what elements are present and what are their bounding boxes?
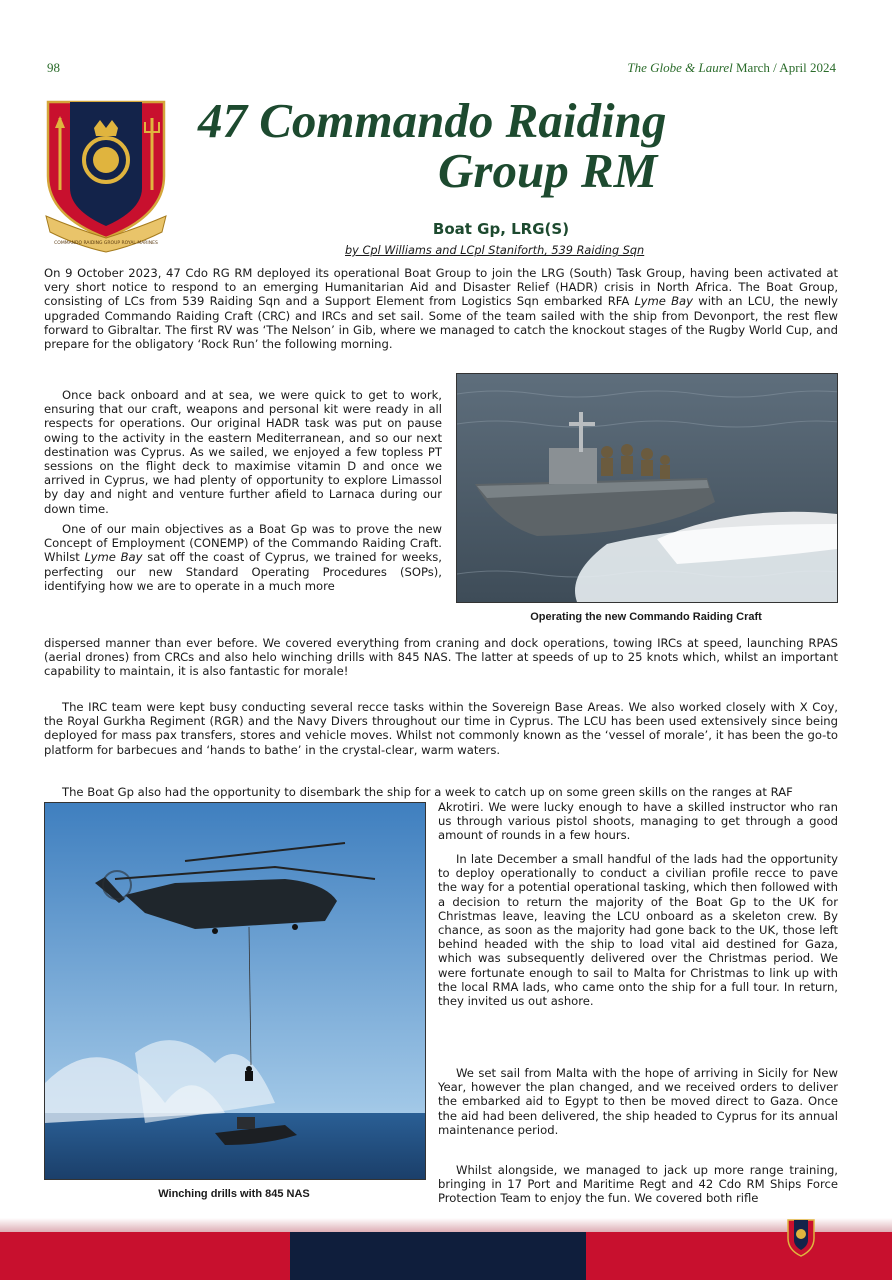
ship-name: Lyme Bay xyxy=(84,550,143,565)
text-span: with an LCU, the newly upgraded Commando Raiding Craft (CRC) and IRCs and set sail. Some of the team sailed with the ship from Devonport, the rest flew forward to Gibraltar. The first RV was ‘The Nelson’ in Gib, where we managed to catch the knockout stages of the Rugby World Cup, and prepare for the obligatory ‘Rock Run’ the following morning. xyxy=(44,294,838,352)
paragraph-intro xyxy=(44,266,838,351)
paragraph-2: Once back onboard and at sea, we were quick to get to work, ensuring that our craft, weapons and personal kit were ready in all respects for operations. Our original HADR task was put on pause owing to the activity in the eastern Mediterranean, and so our next destination was Cyprus. As we sailed, we enjoyed a few topless PT sessions on the flight deck to maximise vitamin D and once we arrived in Cyprus, we had plenty of opportunity to explore Limassol by day and night and venture further afield to Larnaca during our down time. xyxy=(44,388,442,516)
title-line-1: 47 Commando Raiding xyxy=(198,93,667,148)
article-subtitle: Boat Gp, LRG(S) xyxy=(432,220,570,238)
text-span: On 9 October 2023, 47 Cdo RG RM deployed its operational Boat Group to join the LRG (South) Task Group, having been activated at very short notice to respond to an emerging Humanitarian Aid and Disaster Relief (HADR) crisis in North Africa. The Boat Group, consisting of LCs from 539 Raiding Sqn and a Support Element from Logistics Sqn embarked RFA xyxy=(44,266,838,309)
paragraph-6: In late December a small handful of the lads had the opportunity to deploy operationally to conduct a civilian profile recce to pave the way for a potential operational tasking, which then followed with a decision to return the majority of the Boat Gp to the UK for Christmas leave, leaving the LCU onboard as a skeleton crew. By chance, as soon as the majority had gone back to the UK, those left behind headed with the ship to load vital aid destined for Gaza, which was subsequently delivered over the Christmas period. We were fortunate enough to sail to Malta for Christmas to link up with the local RMA lads, who came onto the ship for a full tour. In return, they invited us out ashore. xyxy=(438,852,838,1009)
page-number: 98 xyxy=(47,60,60,75)
paragraph-5: The Boat Gp also had the opportunity to disembark the ship for a week to catch up on some green skills on the ranges at RAF xyxy=(62,785,793,799)
winching-image xyxy=(45,803,425,1179)
raiding-craft-image xyxy=(457,374,837,602)
issue-header xyxy=(627,60,836,76)
paragraph-3-continued: dispersed manner than ever before. We covered everything from craning and dock operations, towing IRCs at speed, launching RPAS (aerial drones) from CRCs and also helo winching drills with 845 NAS. The latter at speeds of up to 25 knots which, whilst an important capability to maintain, it is also fantastic for morale! xyxy=(44,636,838,679)
boat-photo-caption: Operating the new Commando Raiding Craft xyxy=(530,611,762,623)
paragraph-3 xyxy=(44,522,442,593)
issue-date: March / April 2024 xyxy=(735,60,836,75)
helo-photo-caption: Winching drills with 845 NAS xyxy=(158,1188,310,1200)
ship-name: Lyme Bay xyxy=(634,294,694,309)
title-line-2: Group RM xyxy=(438,143,658,198)
paragraph-7: We set sail from Malta with the hope of arriving in Sicily for New Year, however the plan changed, and we received orders to deliver the embarked aid to Egypt to then be moved direct to Gaza. Once the aid had been delivered, the ship headed to Cyprus for its annual maintenance period. xyxy=(438,1066,838,1137)
winching-photo xyxy=(44,802,426,1180)
footer-crest-icon xyxy=(786,1218,816,1258)
raiding-craft-photo xyxy=(456,373,838,603)
footer-band-red-left xyxy=(0,1232,290,1280)
text-span: sat off the coast of Cyprus, we trained for weeks, perfecting our new Standard Operating Procedures (SOPs), identifying how we are to operate in a much more xyxy=(44,550,442,593)
paragraph-8: Whilst alongside, we managed to jack up more range training, bringing in 17 Port and Maritime Regt and 42 Cdo RM Ships Force Protection Team to enjoy the fun. We covered both rifle xyxy=(438,1163,838,1206)
paragraph-4: The IRC team were kept busy conducting several recce tasks within the Sovereign Base Areas. We also worked closely with X Coy, the Royal Gurkha Regiment (RGR) and the Navy Divers throughout our time in Cyprus. The LCU has been used extensively since being deployed for mass pax transfers, stores and vehicle moves. Whilst not commonly known as the ‘vessel of morale’, it has been the go-to platform for barbecues and ‘hands to bathe’ in the crystal-clear, warm waters. xyxy=(44,700,838,757)
magazine-name: The Globe & Laurel xyxy=(627,60,733,75)
crest-motto: COMMANDO RAIDING GROUP ROYAL MARINES xyxy=(54,241,158,246)
paragraph-5-continued: Akrotiri. We were lucky enough to have a skilled instructor who ran us through various pistol shoots, managing to get through a good amount of rounds in a few hours. xyxy=(438,800,838,843)
byline: by Cpl Williams and LCpl Staniforth, 539 Raiding Sqn xyxy=(345,244,645,257)
footer-band-red-right xyxy=(586,1232,892,1280)
text-span: One of our main objectives as a Boat Gp was to prove the new Concept of Employment (CONEMP) of the Commando Raiding Craft. Whilst xyxy=(44,522,442,565)
footer-band-navy xyxy=(290,1232,586,1280)
article-title xyxy=(160,93,840,198)
